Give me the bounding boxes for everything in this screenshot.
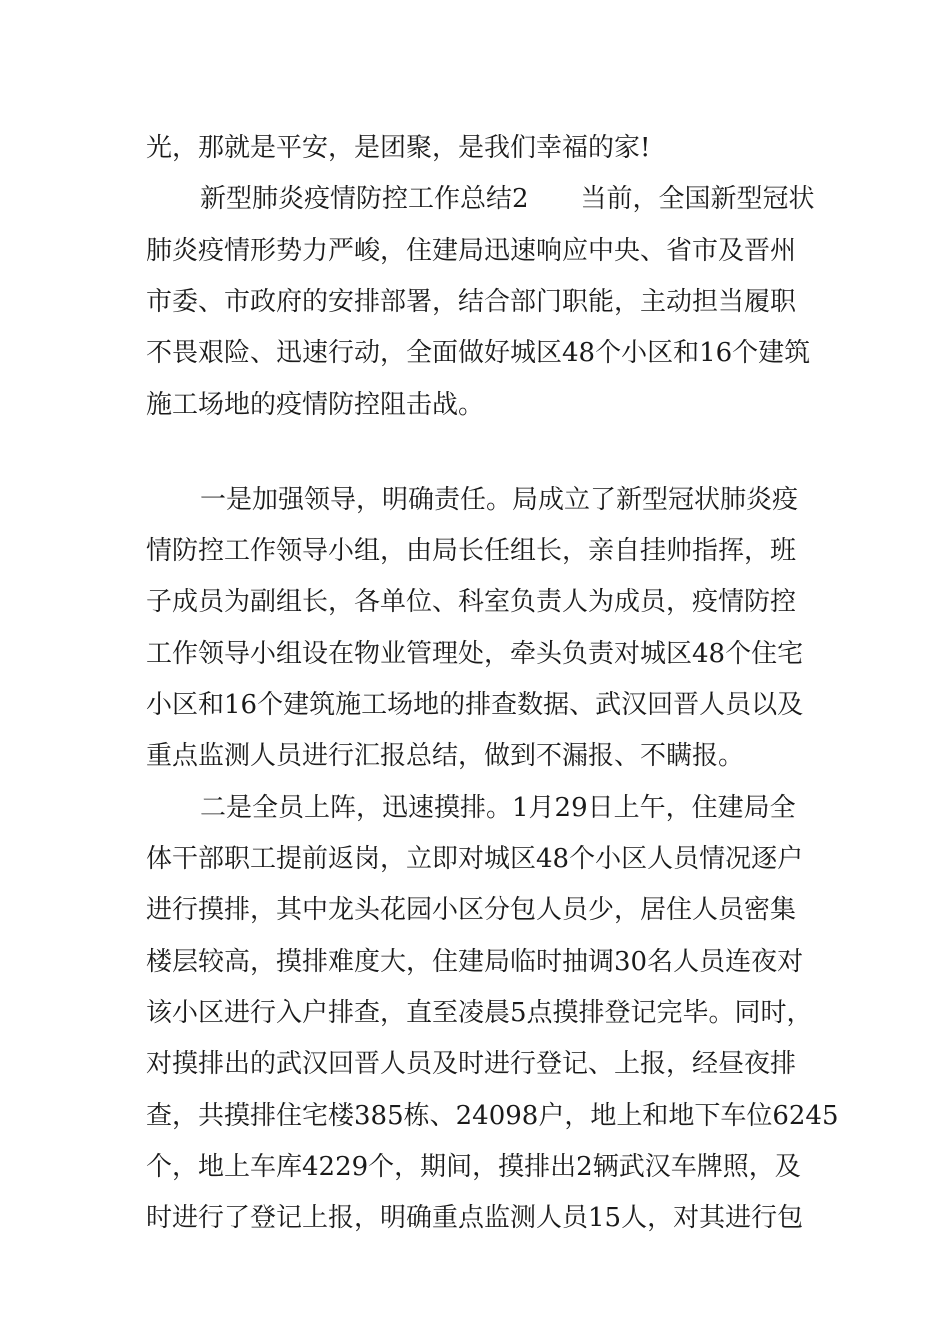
text-line: 个，地上车库4229个，期间，摸排出2辆武汉车牌照，及 bbox=[146, 1152, 801, 1182]
text-line: 情防控工作领导小组，由局长任组长，亲自挂帅指挥，班 bbox=[146, 536, 797, 566]
text-line: 新型肺炎疫情防控工作总结2 当前，全国新型冠状 bbox=[200, 184, 815, 214]
text-line: 体干部职工提前返岗，立即对城区48个小区人员情况逐户 bbox=[146, 844, 804, 874]
text-line: 不畏艰险、迅速行动，全面做好城区48个小区和16个建筑 bbox=[146, 338, 811, 368]
text-line: 工作领导小组设在物业管理处，牵头负责对城区48个住宅 bbox=[146, 639, 804, 669]
text-line: 查，共摸排住宅楼385栋、24098户，地上和地下车位6245 bbox=[146, 1101, 839, 1131]
text-line: 子成员为副组长，各单位、科室负责人为成员，疫情防控 bbox=[146, 587, 797, 617]
text-line: 进行摸排，其中龙头花园小区分包人员少，居住人员密集 bbox=[146, 895, 797, 925]
text-line: 施工场地的疫情防控阻击战。 bbox=[146, 390, 485, 420]
text-line: 小区和16个建筑施工场地的排查数据、武汉回晋人员以及 bbox=[146, 690, 804, 720]
text-line: 楼层较高，摸排难度大，住建局临时抽调30名人员连夜对 bbox=[146, 947, 804, 977]
text-line: 时进行了登记上报，明确重点监测人员15人，对其进行包 bbox=[146, 1203, 804, 1233]
text-line: 市委、市政府的安排部署，结合部门职能，主动担当履职 bbox=[146, 287, 797, 317]
text-line: 对摸排出的武汉回晋人员及时进行登记、上报，经昼夜排 bbox=[146, 1049, 797, 1079]
text-line: 二是全员上阵，迅速摸排。1月29日上午，住建局全 bbox=[200, 793, 796, 823]
text-line: 重点监测人员进行汇报总结，做到不漏报、不瞒报。 bbox=[146, 741, 745, 771]
text-line: 肺炎疫情形势力严峻，住建局迅速响应中央、省市及晋州 bbox=[146, 236, 797, 266]
text-line: 该小区进行入户排查，直至凌晨5点摸排登记完毕。同时， bbox=[146, 998, 813, 1028]
text-line: 光，那就是平安，是团聚，是我们幸福的家! bbox=[146, 133, 651, 163]
text-line: 一是加强领导，明确责任。局成立了新型冠状肺炎疫 bbox=[200, 485, 799, 515]
